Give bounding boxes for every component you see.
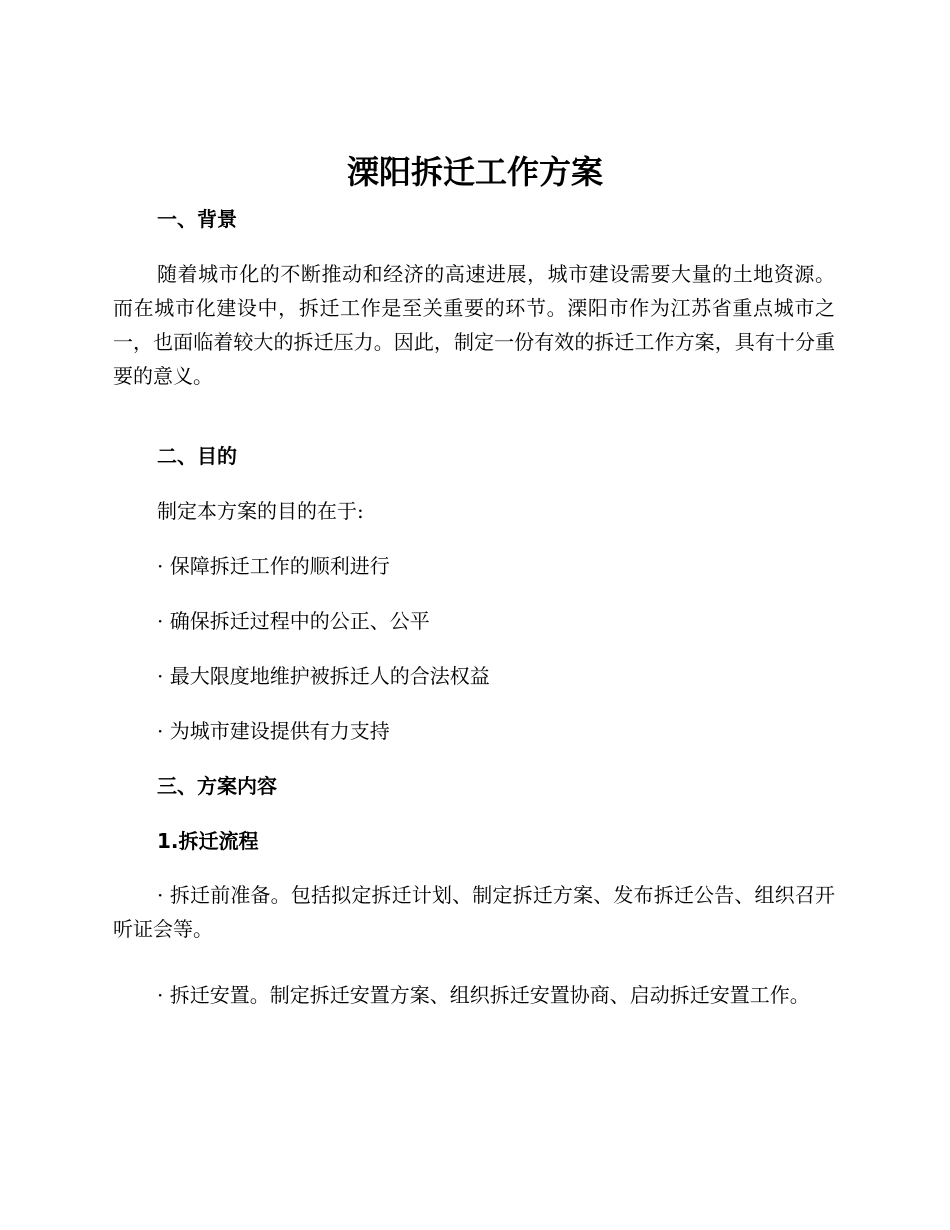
document-title: 溧阳拆迁工作方案 bbox=[346, 153, 603, 191]
purpose-intro: 制定本方案的目的在于: bbox=[157, 499, 364, 523]
subheading-demolition-process: 1.拆迁流程 bbox=[157, 829, 259, 853]
section-heading-background: 一、背景 bbox=[157, 207, 237, 231]
purpose-bullet: · 为城市建设提供有力支持 bbox=[157, 719, 390, 743]
section-heading-purpose: 二、目的 bbox=[157, 444, 237, 468]
process-item-preparation: · 拆迁前准备。包括拟定拆迁计划、制定拆迁方案、发布拆迁公告、组织召开听证会等。 bbox=[113, 883, 835, 941]
purpose-bullet: · 确保拆迁过程中的公正、公平 bbox=[157, 609, 430, 633]
background-paragraph: 随着城市化的不断推动和经济的高速进展，城市建设需要大量的土地资源。而在城市化建设中，拆迁工作是至关重要的环节。溧阳市作为江苏省重点城市之一，也面临着较大的拆迁压力。因此，制定一份有效的拆迁工作方案，具有十分重要的意义。 bbox=[113, 262, 835, 388]
process-item-resettlement: · 拆迁安置。制定拆迁安置方案、组织拆迁安置协商、启动拆迁安置工作。 bbox=[157, 983, 810, 1007]
purpose-bullet: · 保障拆迁工作的顺利进行 bbox=[157, 554, 390, 578]
section-heading-plan-content: 三、方案内容 bbox=[157, 774, 277, 798]
purpose-bullet: · 最大限度地维护被拆迁人的合法权益 bbox=[157, 664, 490, 688]
